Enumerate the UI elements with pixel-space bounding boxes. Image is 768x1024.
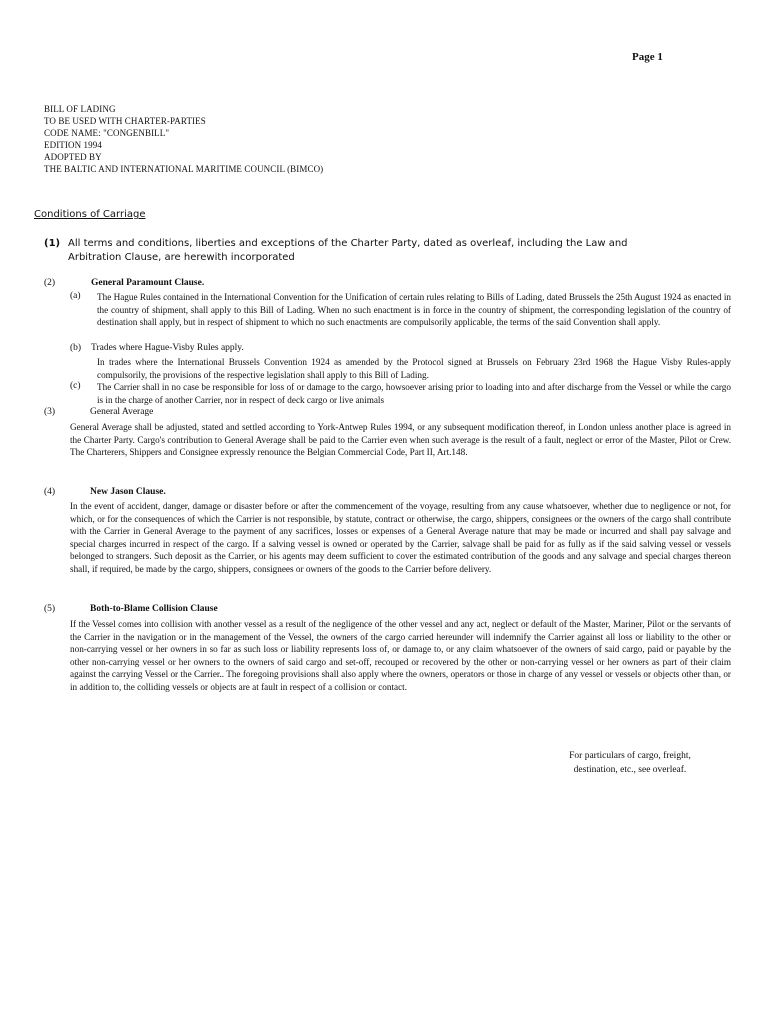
clause-heading: Both-to-Blame Collision Clause	[90, 604, 218, 614]
clause-text: In the event of accident, danger, damage or disaster before or after the commencement of the voyage, resulting from any cause whatsoever, whether due to negligence or not, for which, or for the consequences of which the Carrier is not responsible, by statute, contract or otherwise, the cargo, shippers, consignees or the owners of the cargo shall contribute with the Carrier in General Average to the payment of any sacrifices, losses or expenses of a General Average nature that may be made or incurred and shall pay salvage and special charges incurred in respect of the cargo. If a salving vessel is owned or operated by the Carrier, salvage shall be paid for as fully as if the said salving vessel or vessels belonged to strangers. Such deposit as the Carrier, or his agents may deem sufficient to cover the estimated contribution of the goods and any salvage and special charges thereon shall, if required, be made by the cargo, shippers, consignees or owners of the goods to the Carrier before delivery.	[70, 501, 731, 574]
clause-text: General Average shall be adjusted, stated and settled according to York-Antwep Rules 1994, or any subsequent modification thereof, in London unless another place is agreed in the Charter Party. Cargo's contribution to General Average shall be paid to the Carrier even when such average is the result of a fault, neglect or error of the Master, Pilot or Crew. The Charterers, Shippers and Consignee expressly renounce the Belgian Commercial Code, Part II, Art.148.	[70, 422, 731, 458]
clause-heading: New Jason Clause.	[90, 487, 166, 497]
clause-number: (5)	[44, 604, 56, 614]
clause-heading: General Paramount Clause.	[91, 278, 205, 288]
clause-number: (3)	[44, 407, 56, 417]
clause-number: (4)	[44, 487, 56, 497]
subclause-text: The Carrier shall in no case be responsible for loss of or damage to the cargo, howsoever arising prior to loading into and after discharge from the Vessel or while the cargo is in the charge of another Carrier, nor in respect of deck cargo or live animals	[97, 382, 731, 405]
subclause-heading: Trades where Hague-Visby Rules apply.	[91, 343, 244, 353]
header-line: THE BALTIC AND INTERNATIONAL MARITIME COUNCIL (BIMCO)	[44, 164, 324, 174]
footer-note	[546, 749, 714, 777]
header-line: TO BE USED WITH CHARTER-PARTIES	[44, 116, 206, 126]
document-header	[44, 103, 323, 175]
clause-1	[44, 237, 664, 265]
header-line: BILL OF LADING	[44, 104, 116, 114]
subclause-label: (c)	[70, 381, 81, 391]
clause-number: (2)	[44, 278, 56, 288]
subclause-text: The Hague Rules contained in the International Convention for the Unification of certain rules relating to Bills of Lading, dated Brussels the 25th August 1924 as enacted in the country of shipment, shall apply to this Bill of Lading. When no such enactment is in force in the country of shipment, the corresponding legislation of the country of destination shall apply, but in respect of shipment to which no such enactments are compulsorily applicable, the terms of the said Convention shall apply.	[97, 292, 731, 328]
header-line: ADOPTED BY	[44, 152, 102, 162]
subclause-label: (a)	[70, 291, 81, 301]
section-title: Conditions of Carriage	[34, 209, 146, 220]
subclause-label: (b)	[70, 343, 82, 353]
subclause-text: In trades where the International Brussels Convention 1924 as amended by the Protocol signed at Brussels on February 23rd 1968 the Hague Visby Rules-apply compulsorily, the provisions of the respective legislation shall apply to this Bill of Lading.	[97, 357, 731, 380]
clause-text: All terms and conditions, liberties and exceptions of the Charter Party, dated as overleaf, including the Law and Arbitration Clause, are herewith incorporated	[68, 238, 628, 263]
header-line: CODE NAME: "CONGENBILL"	[44, 128, 170, 138]
footer-line: destination, etc., see overleaf.	[573, 765, 687, 775]
page-number: Page 1	[632, 51, 663, 63]
clause-heading: General Average	[90, 407, 154, 417]
clause-number: (1)	[44, 238, 61, 249]
footer-line: For particulars of cargo, freight,	[569, 751, 691, 761]
header-line: EDITION 1994	[44, 140, 102, 150]
clause-text: If the Vessel comes into collision with another vessel as a result of the negligence of the other vessel and any act, neglect or default of the Master, Mariner, Pilot or the servants of the Carrier in the navigation or in the management of the Vessel, the owners of the cargo carried hereunder will indemnify the Carrier against all loss or liability to the other or non-carrying vessel or her owners in so far as such loss or liability represents loss of, or damage to, or any claim whatsoever of the owners of said cargo, paid or payable by the other non-carrying vessel or her owners to the owners of said cargo and set-off, recouped or recovered by the other or non-carrying vessel or her owners as part of their claim against the carrying Vessel or the Carrier.. The foregoing provisions shall also apply where the owners, operators or those in charge of any vessel or vessels or objects other than, or in addition to, the colliding vessels or objects are at fault in respect of a collision or contact.	[70, 619, 731, 692]
